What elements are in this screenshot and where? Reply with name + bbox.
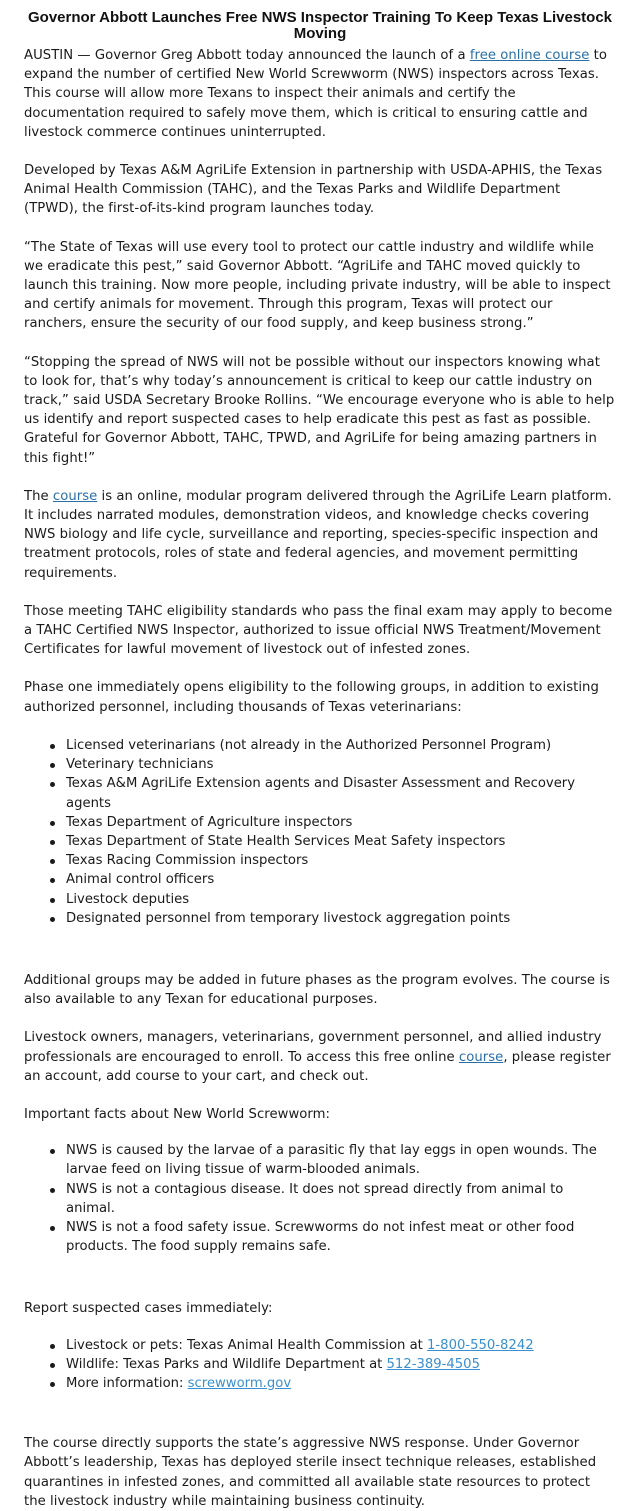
report-label-info: More information: [66,1375,188,1391]
report-label-wildlife: Wildlife: Texas Parks and Wildlife Department at [66,1356,387,1372]
screwworm-gov-link[interactable]: screwworm.gov [187,1375,292,1391]
list-item [66,1355,616,1374]
list-item: Livestock deputies [66,890,616,909]
list-item: Texas Department of State Health Services Meat Safety inspectors [66,832,616,851]
paragraph-phase-one: Phase one immediately opens eligibility to the following groups, in addition to existing authorized personnel, including thousands of Texas veterinarians: [24,680,599,715]
list-item: Texas Racing Commission inspectors [66,851,616,870]
paragraph-facts-heading: Important facts about New World Screwworm: [24,1106,331,1122]
spacer [24,1256,616,1299]
paragraph-developed: Developed by Texas A&M AgriLife Extension in partnership with USDA-APHIS, the Texas Animal Health Commission (TAHC), and the Texas Parks and Wildlife Department (TPWD), the first-of-its-kind program launches today. [24,163,603,217]
list-item: NWS is not a food safety issue. Screwworms do not infest meat or other food products. The food supply remains safe. [66,1218,616,1256]
list-item: NWS is not a contagious disease. It does not spread directly from animal to animal. [66,1180,616,1218]
list-item: Animal control officers [66,870,616,889]
free-online-course-link[interactable]: free online course [469,48,590,63]
report-list [24,1336,616,1394]
paragraph-course-description [24,487,616,583]
tpwd-phone-link[interactable]: 512-389-4505 [386,1356,480,1372]
tahc-phone-link[interactable]: 1-800-550-8242 [427,1337,534,1353]
intro-text-before: AUSTIN — Governor Greg Abbott today announced the launch of a [24,48,470,63]
spacer [24,928,616,971]
paragraph-intro [24,46,616,142]
spacer [24,1393,616,1434]
facts-list [24,1141,616,1256]
list-item: Veterinary technicians [66,755,616,774]
enroll-text-before: Livestock owners, managers, veterinarians, government personnel, and allied industry professionals are encouraged to enroll. To access this free online [24,1030,602,1065]
list-item: Texas A&M AgriLife Extension agents and Disaster Assessment and Recovery agents [66,774,616,812]
list-item: NWS is caused by the larvae of a parasitic fly that lay eggs in open wounds. The larvae feed on living tissue of warm-blooded animals. [66,1141,616,1179]
eligible-groups-list [24,736,616,928]
list-item [66,1374,616,1393]
list-item: Licensed veterinarians (not already in the Authorized Personnel Program) [66,736,616,755]
course-desc-after: is an online, modular program delivered through the AgriLife Learn platform. It includes narrated modules, demonstration videos, and knowledge checks covering NWS biology and life cycle, surveillance and reporting, species-specific inspection and treatment protocols, roles of state and federal agencies, and movement permitting requirements. [24,488,612,581]
enroll-text-after: , please register an account, add course to your cart, and check out. [24,1049,611,1084]
report-label-livestock: Livestock or pets: Texas Animal Health Commission at [66,1337,428,1353]
paragraph-report-heading: Report suspected cases immediately: [24,1301,273,1317]
course-link-enroll[interactable]: course [458,1049,504,1065]
article-title: Governor Abbott Launches Free NWS Inspector Training To Keep Texas Livestock Moving [28,9,613,42]
list-item [66,1336,616,1355]
intro-text-after: to expand the number of certified New World Screwworm (NWS) inspectors across Texas. This course will allow more Texans to inspect their animals and certify the documentation required to safely move them, which is critical to ensuring cattle and livestock commerce continues uninterrupted. [24,48,608,140]
paragraph-abbott-quote: “The State of Texas will use every tool to protect our cattle industry and wildlife while we eradicate this pest,” said Governor Abbott. “AgriLife and TAHC moved quickly to launch this training. Now more people, including private industry, will be able to inspect and certify animals for movement. Through this program, Texas will protect our ranchers, ensure the security of our food supply, and keep business strong.” [24,239,611,332]
paragraph-additional-groups: Additional groups may be added in future phases as the program evolves. The course is also available to any Texan for educational purposes. [24,972,610,1008]
paragraph-enroll [24,1028,616,1086]
list-item: Designated personnel from temporary livestock aggregation points [66,909,616,928]
list-item: Texas Department of Agriculture inspectors [66,813,616,832]
paragraph-rollins-quote: “Stopping the spread of NWS will not be possible without our inspectors knowing what to look for, that’s why today’s announcement is critical to keep our cattle industry on track,” said USDA Secretary Brooke Rollins. “We encourage everyone who is able to help us identify and report suspected cases to help eradicate this pest as fast as possible. Grateful for Governor Abbott, TAHC, TPWD, and AgriLife for being amazing partners in this fight!” [24,354,615,466]
course-link[interactable]: course [52,488,98,504]
paragraph-conclusion: The course directly supports the state’s aggressive NWS response. Under Governor Abbott’s leadership, Texas has deployed sterile insect technique releases, established quarantines in infested zones, and committed all available state resources to protect the livestock industry while maintaining business continuity. [24,1436,597,1509]
course-desc-before: The [24,488,53,504]
paragraph-eligibility: Those meeting TAHC eligibility standards who pass the final exam may apply to become a TAHC Certified NWS Inspector, authorized to issue official NWS Treatment/Movement Certificates for lawful movement of livestock out of infested zones. [24,603,613,658]
